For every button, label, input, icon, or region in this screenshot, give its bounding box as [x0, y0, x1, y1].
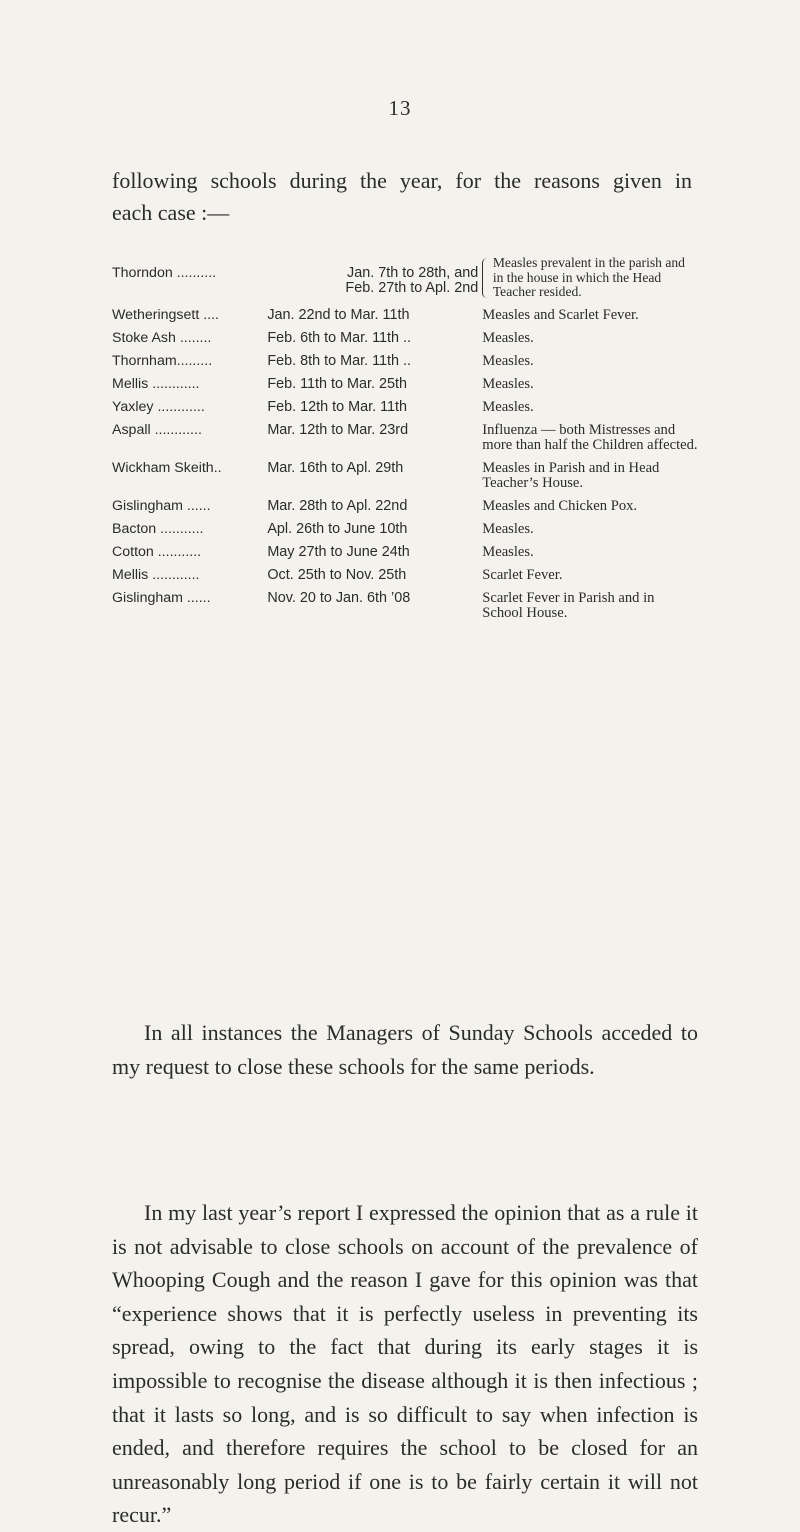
page-number: 13: [388, 96, 412, 120]
closure-reason: Scarlet Fever in Parish and in School House.: [482, 589, 655, 621]
closure-period: Feb. 6th to Mar. 11th ..: [267, 329, 412, 346]
school-closures-table: [112, 256, 698, 629]
closure-reason: Measles.: [482, 329, 534, 346]
closure-period: Feb. 11th to Mar. 25th: [267, 375, 408, 392]
intro-line-1: following schools during the year, for the reasons given in: [112, 168, 692, 193]
table-row: [112, 400, 698, 423]
closure-reason: Measles.: [482, 352, 534, 369]
school-name: Stoke Ash ........: [112, 330, 212, 346]
closure-period: Apl. 26th to June 10th: [267, 520, 408, 537]
brace-icon: [482, 258, 487, 298]
closure-period-line: Jan. 7th to 28th, and: [347, 265, 479, 281]
paragraph-text: In my last year’s report I expressed the opinion that as a rule it is not advisable to close schools on account of the prevalence of Whooping Cough and the reason I gave for this opinion was that “experience shows that it is perfectly useless in preventing its spread, owing to the fact that during its early stages it is impossible to recognise the disease although it is then infectious ; that it lasts so long, and is so difficult to say when infection is ended, and therefore requires the school to be closed for an unreasonably long period if one is to be fairly certain it will not recur.”: [112, 1200, 698, 1528]
table-row: [112, 377, 698, 400]
table-row: [112, 522, 698, 545]
closure-period: Mar. 16th to Apl. 29th: [267, 459, 404, 476]
school-name: Gislingham ......: [112, 498, 211, 514]
closure-period: Mar. 28th to Apl. 22nd: [267, 497, 408, 514]
table-row: [112, 423, 698, 461]
closure-period: [267, 256, 482, 308]
closure-period: May 27th to June 24th: [267, 543, 410, 560]
closure-period: Feb. 12th to Mar. 11th: [267, 398, 408, 415]
table-row: [112, 354, 698, 377]
table-row: [112, 461, 698, 499]
school-name: Yaxley ............: [112, 399, 205, 415]
school-name: Mellis ............: [112, 567, 200, 583]
closure-reason: Measles and Scarlet Fever.: [482, 306, 639, 323]
closure-period: Mar. 12th to Mar. 23rd: [267, 421, 409, 438]
closure-period: Feb. 8th to Mar. 11th ..: [267, 352, 412, 369]
school-name: Wickham Skeith..: [112, 460, 222, 476]
school-name: Thornham.........: [112, 353, 213, 369]
closure-period: Oct. 25th to Nov. 25th: [267, 566, 407, 583]
closure-reason: Measles.: [482, 520, 534, 537]
table-row: [112, 331, 698, 354]
table-row: [112, 256, 698, 308]
school-name: Wetheringsett ....: [112, 307, 219, 323]
closure-period: Nov. 20 to Jan. 6th ’08: [267, 589, 411, 606]
school-name: Cotton ...........: [112, 544, 202, 560]
closure-reason: Measles.: [482, 398, 534, 415]
table-row: [112, 308, 698, 331]
closure-period: Jan. 22nd to Mar. 11th: [267, 306, 410, 323]
school-name: Mellis ............: [112, 376, 200, 392]
closure-reason: Measles.: [482, 375, 534, 392]
table-row: [112, 499, 698, 522]
table-row: [112, 545, 698, 568]
table-row: [112, 568, 698, 591]
table-row: [112, 591, 698, 629]
closure-reason: Measles prevalent in the parish and in the house in which the Head Teacher resided.: [492, 255, 685, 299]
closure-reason: Measles in Parish and in Head Teacher’s House.: [482, 459, 660, 491]
closure-reason: Measles.: [482, 543, 534, 560]
school-name: Bacton ...........: [112, 521, 204, 537]
paragraph-text: In all instances the Managers of Sunday Schools acceded to my request to close these schools for the same periods.: [112, 1020, 698, 1079]
school-name: Thorndon ..........: [112, 265, 217, 281]
closure-reason-cell: [482, 256, 698, 308]
paragraph-whooping-cough: [112, 1196, 698, 1532]
intro-line-2: each case :—: [112, 200, 230, 225]
closure-reason: Influenza — both Mistresses and more than half the Children affected.: [482, 421, 698, 453]
closure-period-line: Feb. 27th to Apl. 2nd: [345, 280, 479, 296]
paragraph-sunday-schools: [112, 1016, 698, 1083]
closure-reason: Measles and Chicken Pox.: [482, 497, 638, 514]
school-name: Gislingham ......: [112, 590, 211, 606]
school-name: Aspall ............: [112, 422, 202, 438]
closure-reason: Scarlet Fever.: [482, 566, 563, 583]
